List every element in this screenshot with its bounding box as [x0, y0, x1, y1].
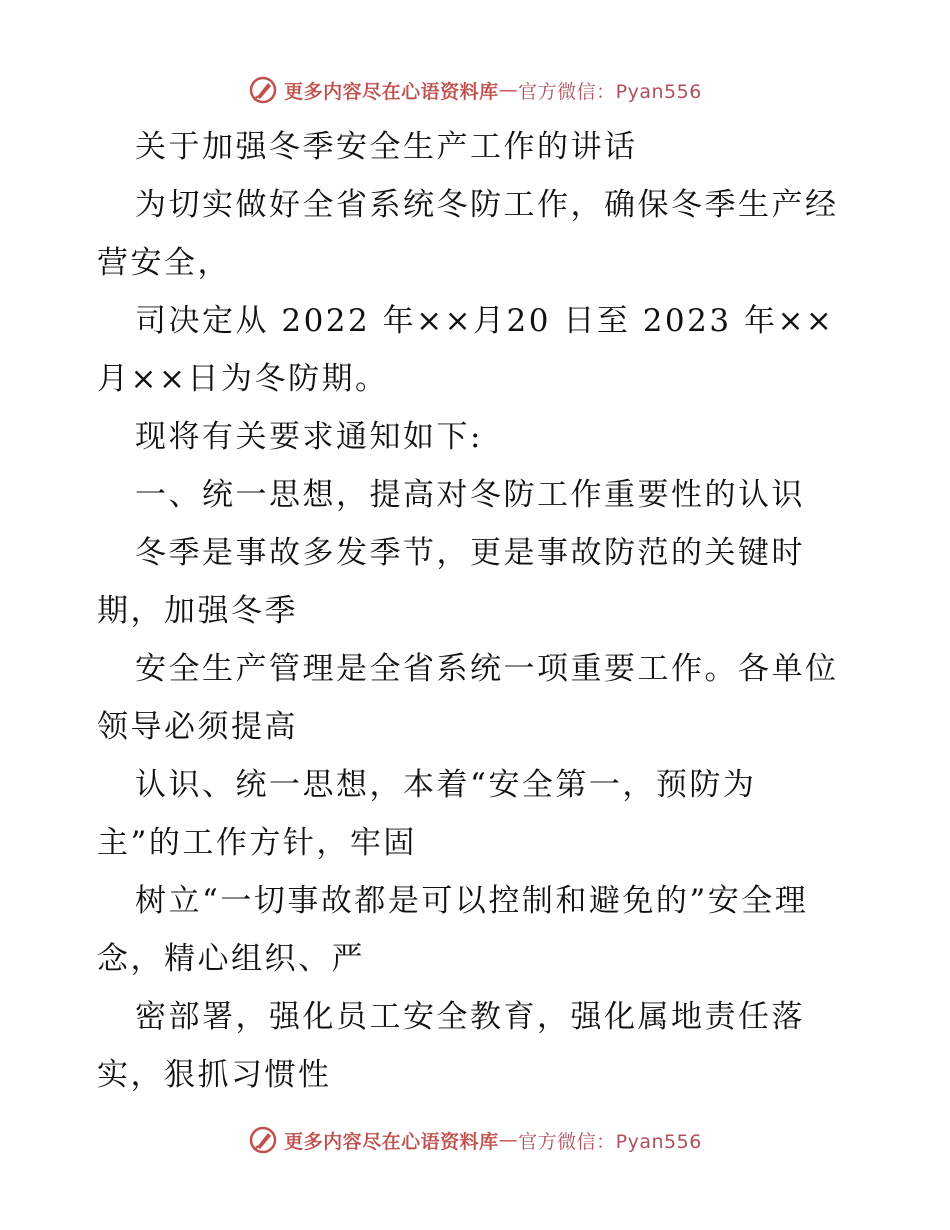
- footer-watermark: [0, 1120, 950, 1160]
- quill-logo-icon: [248, 75, 278, 105]
- watermark-dash: —: [498, 1129, 519, 1151]
- header-watermark: [0, 70, 950, 110]
- paragraph-line: 司决定从 2022 年××月20 日至 2023 年××: [135, 303, 835, 339]
- paragraph-line: 营安全，: [97, 245, 231, 281]
- paragraph-line: 月××日为冬防期。: [97, 361, 389, 397]
- paragraph-line: 密部署，强化员工安全教育，强化属地责任落: [135, 999, 805, 1035]
- paragraph-line: 树立“一切事故都是可以控制和避免的”安全理: [135, 883, 809, 919]
- paragraph-line: 实，狠抓习惯性: [97, 1057, 332, 1093]
- section-heading: 一、统一思想，提高对冬防工作重要性的认识: [135, 477, 805, 513]
- paragraph-line: 期，加强冬季: [97, 593, 298, 629]
- watermark-contact: 官方微信：Pyan556: [518, 1130, 702, 1153]
- paragraph-line: 安全生产管理是全省系统一项重要工作。各单位: [135, 651, 839, 687]
- paragraph-line: 冬季是事故多发季节，更是事故防范的关键时: [135, 535, 805, 571]
- paragraph-line: 为切实做好全省系统冬防工作，确保冬季生产经: [135, 187, 839, 223]
- watermark-dash: —: [498, 79, 519, 101]
- watermark-main-text: 更多内容尽在心语资料库: [284, 1130, 499, 1153]
- quill-logo-icon: [248, 1125, 278, 1155]
- paragraph-line: 主”的工作方针，牢固: [97, 825, 417, 861]
- watermark-contact: 官方微信：Pyan556: [518, 80, 702, 103]
- watermark-main-text: 更多内容尽在心语资料库: [284, 80, 499, 103]
- paragraph-line: 认识、统一思想，本着“安全第一，预防为: [135, 767, 757, 803]
- paragraph-line: 现将有关要求通知如下:: [135, 419, 483, 455]
- paragraph-line: 念，精心组织、严: [97, 941, 365, 977]
- speech-title: 关于加强冬季安全生产工作的讲话: [135, 129, 638, 165]
- paragraph-line: 领导必须提高: [97, 709, 298, 745]
